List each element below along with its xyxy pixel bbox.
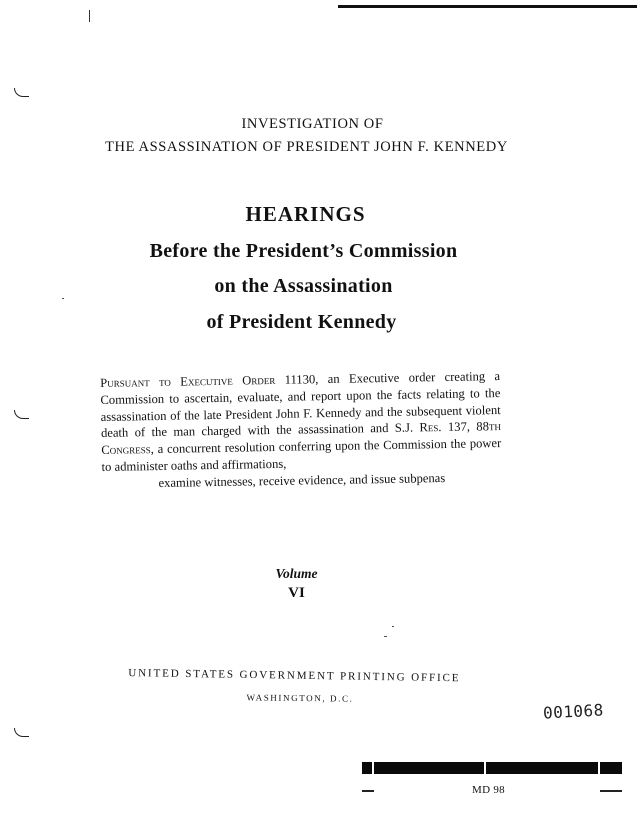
header-line-2: THE ASSASSINATION OF PRESIDENT JOHN F. KENNEDY — [105, 139, 508, 155]
top-scan-rule — [338, 5, 637, 8]
document-stamp-number: 001068 — [542, 700, 605, 723]
scan-speck — [62, 298, 64, 299]
authority-paragraph — [100, 368, 502, 493]
subtitle-line-2: on the Assassination — [214, 275, 393, 297]
footer-bar-gap — [372, 762, 374, 774]
header-line-1: INVESTIGATION OF — [241, 116, 384, 132]
footer-black-bar — [362, 762, 622, 774]
footer-dash-right — [600, 790, 622, 792]
subtitle-line-1: Before the President’s Commission — [149, 240, 458, 262]
footer-md-number: MD 98 — [472, 784, 505, 796]
binding-hole-mark — [14, 410, 29, 419]
binding-hole-mark — [14, 728, 29, 737]
resolution-ref: S.J. Res. 137, 88th Congress — [101, 419, 502, 458]
binding-hole-mark — [14, 88, 29, 97]
footer-bar-gap — [598, 762, 600, 774]
publisher-location: WASHINGTON, D.C. — [246, 692, 354, 704]
subtitle-line-3: of President Kennedy — [206, 311, 397, 333]
top-scan-tick — [89, 10, 90, 22]
scan-speck — [384, 636, 387, 637]
volume-number: VI — [288, 585, 305, 601]
footer-bar-gap — [484, 762, 486, 774]
paragraph-text-1: 11130, an Executive order creating a Commission to ascertain, evaluate, and report upon the facts relating to the assassination of the late President John F. Kennedy and the subsequent violent death of the man charged with the assassination and — [100, 369, 501, 441]
paragraph-last-line: examine witnesses, receive evidence, and issue subpenas — [158, 470, 446, 490]
publisher-name: UNITED STATES GOVERNMENT PRINTING OFFICE — [128, 667, 461, 685]
scan-speck — [392, 626, 394, 627]
executive-order-ref: Pursuant to Executive Order — [100, 372, 276, 390]
hearings-title: HEARINGS — [245, 202, 366, 226]
paragraph-text-2: , a concurrent resolution conferring upon the Commission the power to administer oaths and affirmations, — [101, 436, 502, 474]
footer-dash-left — [362, 790, 374, 792]
volume-label: Volume — [275, 566, 318, 581]
